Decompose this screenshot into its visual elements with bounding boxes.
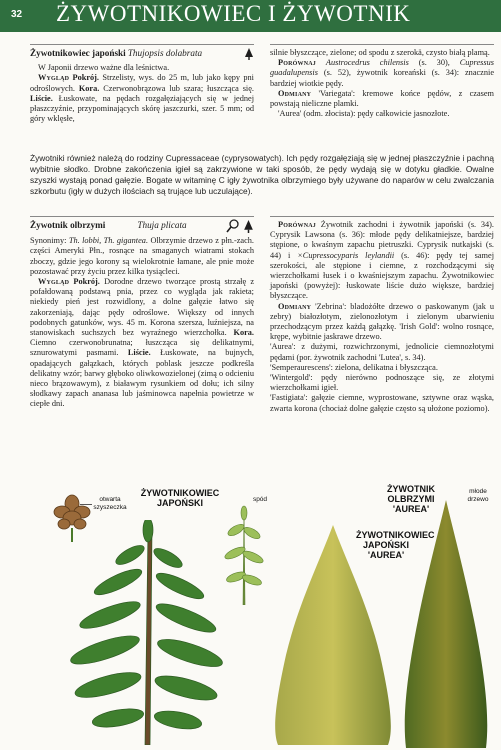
compare-sci2: Cupressus guadalupensis	[270, 58, 494, 78]
species2-sci-name: Thuja plicata	[137, 220, 187, 230]
species2-compare	[270, 220, 494, 302]
synonyms-text: Olbrzymie drzewo z płn.-zach. części Ameryki Płn., rosnące na smaganych wiatrami stokach zboczy, gdzie jego korony są wielokrotnie łamane, ale pnie może pozostawać przy życiu przez kilka tysiącleci.	[30, 236, 255, 276]
page-title: ŻYWOTNIKOWIEC I ŻYWOTNIK	[56, 1, 411, 26]
species2-variety-fastigiata: 'Fastigiata': gałęzie ciemne, wyprostowane, sztywne oraz wąska, zwarta korona (chociaż dolne gałęzie często są ułożone poziomo).	[270, 393, 494, 413]
variety-text: 'Zebrina': bladożółte drzewo o paskowanym (jak u zebry) białozłotym, zielonozłotym i zielonym ubarwieniu przechodzącym przez każdą gałązkę. 'Irish Gold': wolno rosnące, krępe, wybitnie jaskrawe drzewo.	[270, 301, 494, 342]
thujopsis-spray-illustration	[60, 520, 230, 745]
section-rule	[270, 44, 494, 45]
compare-text2: (s. 46): pędy tej samej szerokości, ale stępione i ciemne, z rozchodzącymi się wierzchołkami łusek i o kwaśniejszym zapachu. Żywotnikowiec japoński (powyżej): łuskowate liście dużo większe, bardziej błyszczące.	[270, 250, 494, 301]
species2-variety-aurea: 'Aurea': z dużymi, rozwichrzonymi, jednolicie ciemnozłotymi pędami (por. żywotnik zachodni 'Lutea', s. 34).	[270, 342, 494, 362]
species2-variety-winter: 'Wintergold': pędy nierówno podnoszące się, ze złotymi wierzchołkami igieł.	[270, 373, 494, 393]
thujopsis-caption	[132, 488, 228, 508]
bark-label: Kora.	[233, 328, 255, 338]
variety-label: Odmiany	[278, 88, 312, 98]
species2-description	[30, 277, 254, 410]
underside-spray-illustration	[224, 505, 264, 605]
species2-varieties	[270, 302, 494, 343]
conifer-icon	[243, 220, 254, 233]
variety-label: Odmiany	[278, 301, 312, 311]
look-text: Dorodne drzewo tworzące prostą strzałę z pofałdowaną podstawą pnia, przez co wygląda jak rakieta; niekiedy pień jest rozwidlony, a dolne gałęzie łatwo się zakorzeniają, dając pędy odroślowe. Większy od innych podobnych gatunków, wys. 45 m. Korona szersza, luźniejsza, na stanowiskach suchszych bez wyraźnego wierzchołka.	[30, 277, 255, 338]
bark-text: Ciemno czerwonobrunatna; łuszcząca się delikatnymi, sznurowatymi pasmami.	[30, 338, 254, 358]
compare-sci: ×Cupressocyparis leylandii	[297, 250, 395, 260]
leaves-label: Liście.	[127, 348, 151, 358]
species1-right-column	[270, 48, 494, 119]
bark-label: Kora.	[78, 83, 100, 93]
family-paragraph: Żywotniki również należą do rodziny Cupressaceae (cyprysowatych). Ich pędy rozgałęziają się w jednej płaszczyźnie i pachną wybitnie słodko. Drobne zakończenia igieł są zakrzywione w taki sposób, że pędy wydają się w dotyku gładkie. Owalne szyszki wystają ponad gałęzie. Bogate w witaminę C igły żywotnika olbrzymiego były używane do naparów w celu zwalczania szkorbutu (igły w dużych ilościach są trujące lub uczulające).	[30, 153, 494, 196]
thuja-giant-caption	[376, 484, 446, 514]
section-rule	[30, 44, 254, 45]
cone-caption: otwarta szyszeczka	[93, 496, 127, 511]
section-rule	[30, 216, 254, 217]
young-tree-caption	[462, 488, 494, 504]
hand-lens-icon	[226, 219, 240, 233]
synonyms-sci: Th. lobbi, Th. gigantea.	[68, 236, 149, 246]
species2-variety-semper: 'Semperaurescens': zielona, delikatna i błyszcząca.	[270, 362, 438, 372]
species1-name: Żywotnikowiec japoński	[30, 48, 126, 58]
variety-text: 'Variegata': kremowe końce pędów, z czasem powstają nieliczne plamki.	[270, 88, 494, 109]
thujopsis-aurea-caption-text: ŻYWOTNIKOWIEC JAPOŃSKI 'AUREA'	[356, 530, 435, 560]
compare-text: Żywotnik zachodni i żywotnik japoński (s. 34). Cyprysik Lawsona (s. 36): młode pędy delikatniejsze, bardziej stępione, o kwaśnym zapachu pietruszki. Cyprysik nutkajski (s. 44) i	[270, 220, 495, 260]
look-label2: Pokrój.	[73, 277, 100, 287]
section-rule	[270, 216, 494, 217]
species2-synonyms	[30, 236, 254, 277]
thuja-aurea-young-tree-illustration	[398, 500, 493, 748]
look-label2: Pokrój.	[72, 73, 99, 83]
leaves-label: Liście.	[30, 93, 53, 103]
look-text: Strzelisty, wys. do 25 m, lub jako kępy pni odroślowych.	[30, 73, 254, 93]
species2-right-column	[270, 220, 494, 414]
caption-leader	[80, 504, 92, 505]
look-label: Wygląd	[38, 73, 70, 83]
underside-caption: spód	[252, 496, 268, 503]
species2-left-column	[30, 220, 254, 410]
young-tree-caption-text: młode drzewo	[467, 488, 489, 503]
species1-leaves-cont: silnie błyszczące, zielone; od spodu z szerokä, czysto białą plamą.	[270, 48, 490, 57]
page-number: 32	[11, 9, 23, 20]
species1-intro: W Japonii drzewo ważne dla leśnictwa.	[38, 63, 170, 73]
species1-varieties2: 'Aurea' (odm. złocista): pędy całkowicie jasnozłote.	[278, 109, 450, 119]
compare-sci1: Austrocedrus chilensis	[325, 58, 409, 68]
species1-compare	[270, 58, 494, 89]
conifer-icon	[244, 48, 254, 60]
page-header	[0, 0, 501, 32]
species1-sci-name: Thujopsis dolabrata	[127, 48, 203, 58]
species1-varieties	[270, 89, 494, 109]
compare-text1: (s. 30),	[418, 58, 450, 68]
species1-description	[30, 73, 254, 124]
look-label: Wygląd	[38, 277, 70, 287]
synonyms-label: Synonimy:	[30, 236, 67, 246]
leaves-text: Łuskowate, na bujnych, opadających gałązkach, których poblask jeszcze podkreśla delikatny wzór; barwy głęboko oliwkowozielonej (zimą o odcieniu nieco brązowawym), z białawym rysunkiem od dołu; ich silny słodkawy zapach ananasa lub jaśminowca napełnia powietrze w ciepłe dni.	[30, 348, 255, 409]
bark-text: Czerwonobrązowa lub szara; łuszcząca się.	[103, 83, 254, 93]
leaves-text: Łuskowate, na pędach rozgałęziających się w jednej płaszczyźnie, przypominających skórę jaszczurki, szer. 5 mm; od góry wklęsłe,	[30, 93, 255, 124]
compare-label: Porównaj	[278, 58, 317, 68]
species1-left-column	[30, 48, 254, 124]
thuja-giant-caption-text: ŻYWOTNIK OLBRZYMI 'AUREA'	[387, 484, 435, 514]
thujopsis-caption-text: ŻYWOTNIKOWIEC JAPOŃSKI	[140, 488, 220, 508]
compare-text2: (s. 52), żywotnik koreański (s. 34): znacznie bardziej wiotkie pędy.	[270, 68, 494, 88]
species2-name: Żywotnik olbrzymi	[30, 220, 106, 230]
compare-label: Porównaj	[278, 220, 317, 229]
